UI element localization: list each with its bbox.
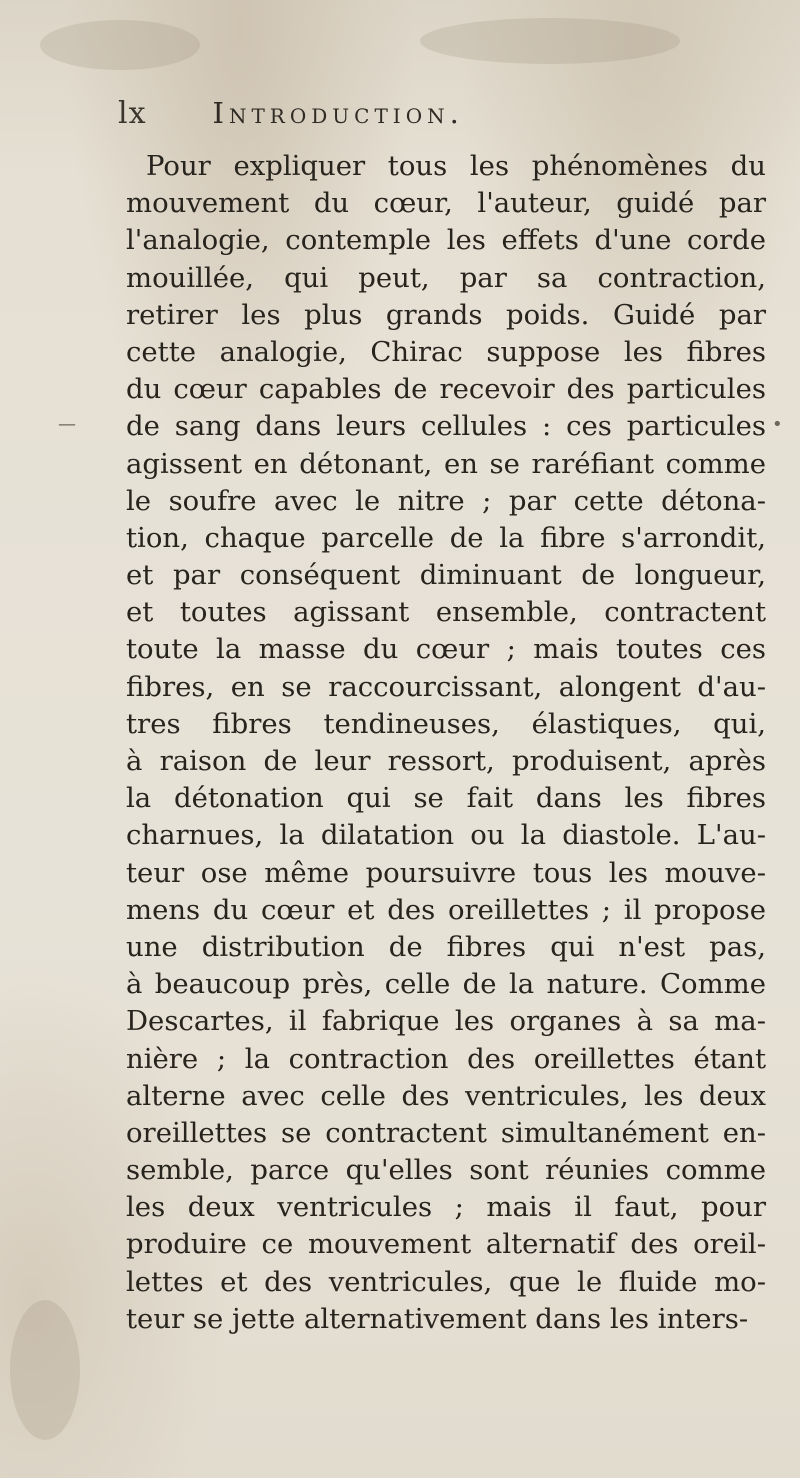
text-line: mouvement du cœur, l'auteur, guidé par	[126, 187, 766, 220]
text-line: cette analogie, Chirac suppose les fibres	[126, 335, 766, 368]
text-line: Descartes, il fabrique les organes à sa ma-	[126, 1005, 766, 1038]
text-line: charnues, la dilatation ou la diastole. L'au-	[126, 819, 766, 852]
text-line: l'analogie, contemple les effets d'une corde	[126, 224, 766, 257]
running-title: Introduction.	[212, 96, 464, 130]
text-line: Pour expliquer tous les phénomènes du	[146, 150, 766, 182]
text-line: alterne avec celle des ventricules, les deux	[126, 1079, 766, 1112]
text-line: du cœur capables de recevoir des particules	[126, 373, 766, 406]
text-line: semble, parce qu'elles sont réunies comme	[126, 1154, 766, 1187]
text-line: lettes et des ventricules, que le fluide mo-	[126, 1265, 766, 1298]
text-line: et toutes agissant ensemble, contractent	[126, 596, 766, 629]
text-line: agissent en détonant, en se raréfiant comme	[126, 447, 766, 480]
text-line: tres fibres tendineuses, élastiques, qui,	[126, 707, 766, 740]
text-line: à beaucoup près, celle de la nature. Comme	[126, 968, 766, 1001]
margin-speck: •	[772, 414, 783, 435]
page-number: lx	[118, 96, 147, 131]
text-line: produire ce mouvement alternatif des oreil-	[126, 1228, 766, 1261]
margin-speck: —	[58, 414, 76, 435]
body-text	[126, 148, 766, 1338]
text-line: une distribution de fibres qui n'est pas,	[126, 930, 766, 963]
text-line: oreillettes se contractent simultanément en-	[126, 1116, 766, 1149]
text-line: mens du cœur et des oreillettes ; il propose	[126, 893, 766, 926]
text-line: tion, chaque parcelle de la fibre s'arrondit,	[126, 521, 766, 554]
text-line: teur se jette alternativement dans les inters-	[126, 1302, 749, 1335]
text-line: et par conséquent diminuant de longueur,	[126, 559, 766, 592]
text-line: retirer les plus grands poids. Guidé par	[126, 298, 766, 331]
text-line: le soufre avec le nitre ; par cette détona-	[126, 484, 766, 517]
paper-stain	[420, 18, 680, 64]
text-line: toute la masse du cœur ; mais toutes ces	[126, 633, 766, 666]
text-line: à raison de leur ressort, produisent, après	[126, 745, 766, 777]
page-header	[118, 96, 678, 140]
text-line: de sang dans leurs cellules : ces particules	[126, 410, 766, 443]
text-line: teur ose même poursuivre tous les mouve-	[126, 856, 766, 889]
paper-stain	[40, 20, 200, 70]
text-line: mouillée, qui peut, par sa contraction,	[126, 261, 766, 294]
text-line: fibres, en se raccourcissant, alongent d'au-	[126, 670, 766, 703]
paper-stain	[10, 1300, 80, 1440]
text-line: les deux ventricules ; mais il faut, pour	[126, 1191, 766, 1224]
text-line: la détonation qui se fait dans les fibres	[126, 782, 766, 815]
text-line: nière ; la contraction des oreillettes étant	[126, 1042, 766, 1075]
